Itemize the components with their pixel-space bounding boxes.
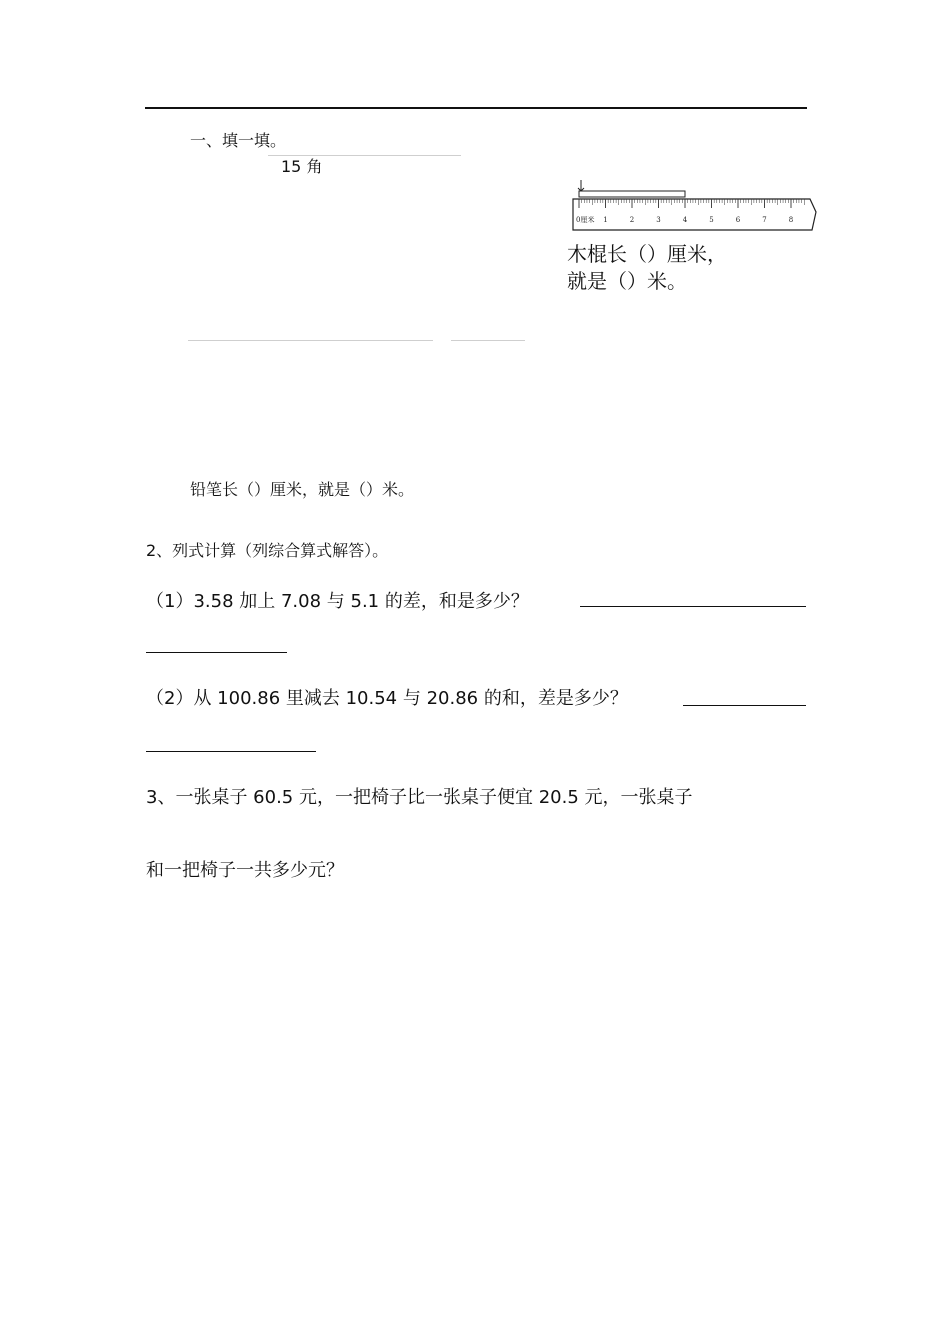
ruler-tick-label: 8 <box>788 216 794 224</box>
header-rule <box>145 107 807 109</box>
money-note: 15 角 <box>281 157 323 176</box>
answer-line-1b[interactable] <box>146 652 287 653</box>
faint-line <box>188 340 433 341</box>
ruler-tick-label: 2 <box>629 216 635 224</box>
stick-arrow <box>578 180 584 191</box>
ruler-tick-label: 7 <box>762 216 767 224</box>
question-2 <box>146 684 628 710</box>
question-3-line1: 3、一张桌子 60.5 元，一把椅子比一张桌子便宜 20.5 元，一张桌子 <box>146 787 693 808</box>
ruler-tick-label: 3 <box>656 216 661 224</box>
ruler-figure <box>566 178 818 234</box>
question-1-text: （1）3.58 加上 7.08 与 5.1 的差，和是多少？ <box>146 591 529 612</box>
section2-heading: 2、列式计算（列综合算式解答）。 <box>146 541 389 560</box>
question-3-line2: 和一把椅子一共多少元？ <box>146 860 344 881</box>
section1-heading: 一、填一填。 <box>190 131 287 150</box>
question-1 <box>146 587 529 613</box>
stick-question-line2: 就是（）米。 <box>567 269 687 293</box>
wooden-stick <box>579 191 685 197</box>
ruler-tick-label: 0厘米 <box>576 216 595 224</box>
ruler-tick-label: 4 <box>682 216 688 224</box>
faint-line <box>451 340 525 341</box>
answer-line-2b[interactable] <box>146 751 316 752</box>
ruler-tick-label: 5 <box>709 216 714 224</box>
stick-question-line1: 木棍长（）厘米， <box>567 242 727 266</box>
answer-line-1a[interactable] <box>580 606 806 607</box>
answer-line-2a[interactable] <box>683 705 806 706</box>
ruler-tick-label: 6 <box>735 216 741 224</box>
ruler-tick-label: 1 <box>603 216 608 224</box>
pencil-question: 铅笔长（）厘米，就是（）米。 <box>190 480 415 499</box>
ruler-body <box>573 199 816 230</box>
question-2-text: （2）从 100.86 里减去 10.54 与 20.86 的和，差是多少？ <box>146 688 628 709</box>
